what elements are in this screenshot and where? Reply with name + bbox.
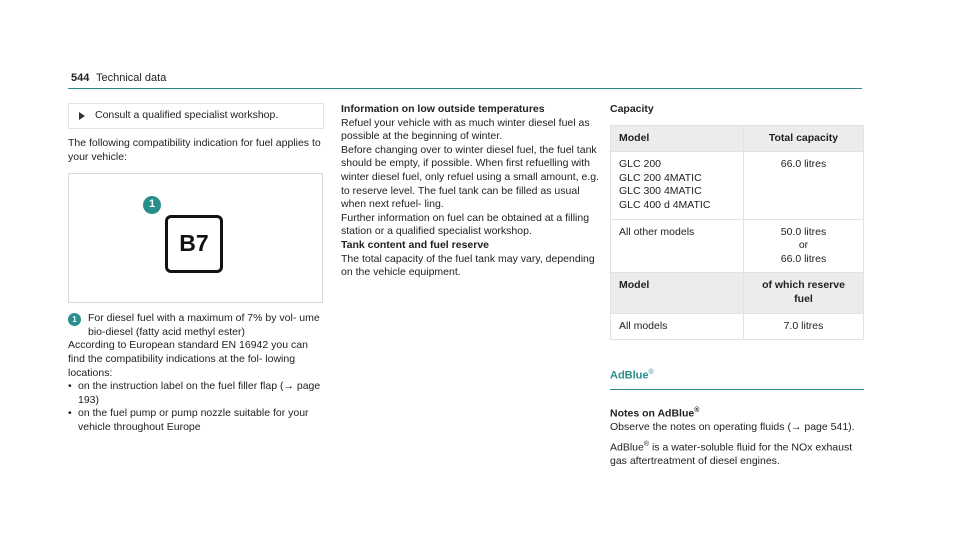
heading-tank-content: Tank content and fuel reserve	[341, 238, 490, 251]
legend-text: For diesel fuel with a maximum of 7% by vol- ume bio-diesel (fatty acid methyl ester)	[88, 312, 320, 338]
paragraph: Refuel your vehicle with as much winter diesel fuel as possible at the beginning of winter.	[341, 116, 590, 143]
table-header: Model	[611, 125, 744, 152]
legend-badge: 1	[68, 313, 81, 326]
column-middle	[341, 103, 603, 280]
adblue-description: is a water-soluble fluid for the NOx exhaust gas aftertreatment of diesel engines.	[610, 441, 853, 467]
table-cell	[744, 219, 864, 273]
model-name: GLC 400 d 4MATIC	[619, 198, 711, 211]
intro-text: The following compatibility indication for fuel applies to your vehicle:	[68, 137, 321, 163]
paragraph: The total capacity of the fuel tank may vary, depending on the vehicle equipment.	[341, 252, 595, 279]
capacity-value: 50.0 litres	[780, 225, 827, 238]
capacity-heading: Capacity	[610, 103, 654, 115]
table-cell: 7.0 litres	[744, 313, 864, 340]
registered-mark: ®	[648, 369, 654, 377]
capacity-value: 66.0 litres	[780, 252, 827, 265]
table-cell	[611, 152, 744, 219]
notes-heading	[610, 404, 864, 421]
header-divider	[68, 88, 862, 89]
registered-mark: ®	[694, 407, 700, 415]
adblue-title: AdBlue	[610, 369, 649, 382]
location-list	[68, 380, 324, 434]
standard-paragraph: According to European standard EN 16942 you can find the compatibility indications at the fol- lowing locations:	[68, 339, 308, 379]
section-title: Technical data	[96, 72, 167, 84]
adblue-section	[610, 366, 864, 390]
model-name: GLC 200 4MATIC	[619, 171, 702, 184]
paragraph: Before changing over to winter diesel fuel, the fuel tank should be empty, if possible. When first refuelling with winter diesel fuel, only refuel using a small amount, e.g. to reserve level. The fuel tank can be filled as usual when next refuel- ling.	[341, 143, 599, 211]
list-item: • on the fuel pump or pump nozzle suitable for your vehicle throughout Europe	[68, 407, 324, 434]
heading-low-temperatures: Information on low outside temperatures	[341, 103, 545, 115]
table-row	[611, 219, 864, 273]
paragraph: Further information on fuel can be obtained at a filling station or a qualified specialist workshop.	[341, 211, 590, 238]
table-row	[611, 313, 864, 340]
b7-fuel-label: B7	[165, 215, 223, 273]
page-number: 544	[71, 72, 90, 84]
triangle-bullet-icon	[79, 112, 85, 120]
notes-heading-text: Notes on AdBlue	[610, 407, 695, 420]
paragraph	[610, 438, 864, 469]
note-text: Consult a qualified specialist workshop.	[95, 109, 279, 122]
table-header: of which reserve fuel	[744, 273, 864, 313]
model-name: GLC 300 4MATIC	[619, 185, 702, 198]
figure-legend	[68, 312, 324, 339]
table-cell: 66.0 litres	[744, 152, 864, 219]
table-row	[611, 152, 864, 219]
capacity-table	[610, 125, 864, 341]
table-header: Total capacity	[744, 125, 864, 152]
column-right	[610, 103, 864, 469]
fuel-compatibility-figure	[68, 173, 323, 303]
brand-text: AdBlue	[610, 441, 644, 454]
section-divider	[610, 389, 864, 390]
callout-badge: 1	[143, 196, 161, 214]
paragraph: Observe the notes on operating fluids (→ page 541).	[610, 421, 855, 434]
table-cell: All models	[611, 313, 744, 340]
list-item: • on the instruction label on the fuel filler flap (→ page 193)	[68, 380, 324, 407]
capacity-value: or	[798, 239, 809, 252]
column-left	[68, 103, 324, 435]
model-name: GLC 200	[619, 158, 662, 171]
note-box	[68, 103, 324, 129]
table-cell: All other models	[611, 219, 744, 273]
table-header: Model	[611, 273, 744, 313]
registered-mark: ®	[643, 440, 650, 448]
